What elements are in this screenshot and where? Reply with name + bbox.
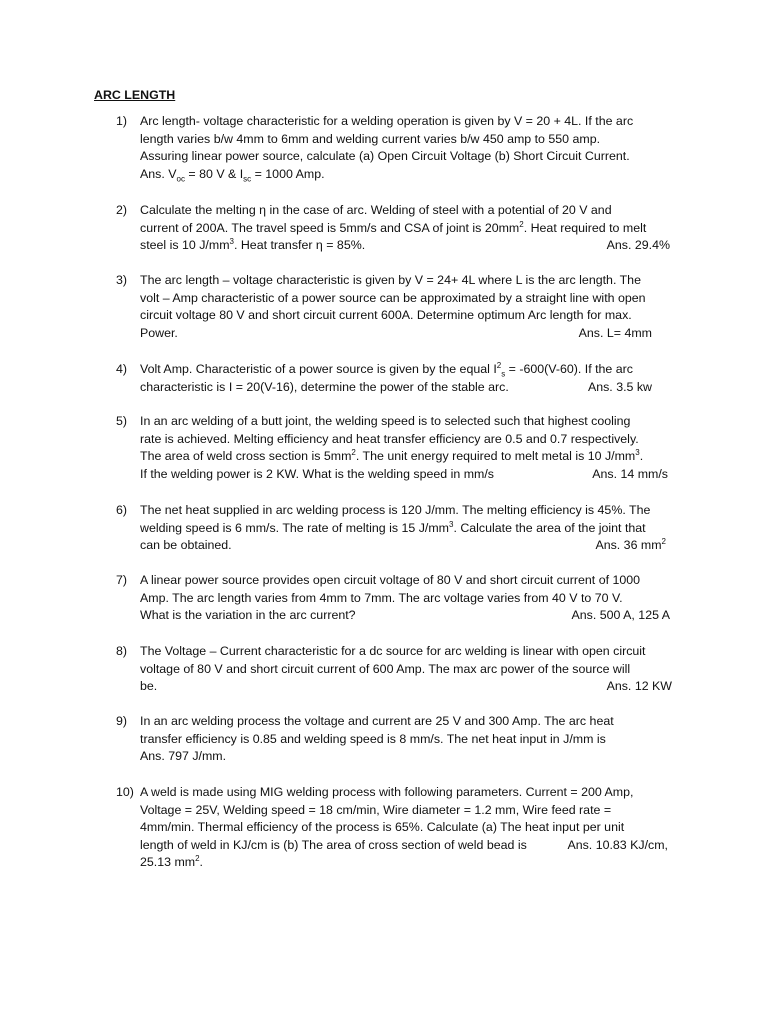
question-line bbox=[140, 325, 676, 343]
answer-text: Ans. L= 4mm bbox=[578, 325, 652, 340]
answer-text: = 80 V & I bbox=[184, 166, 244, 181]
answer-text: Ans. 14 mm/s bbox=[592, 466, 668, 481]
question-text: be. bbox=[140, 679, 158, 693]
answer-line: Ans. 797 J/mm. bbox=[140, 749, 227, 763]
question-line: Voltage = 25V, Welding speed = 18 cm/min, Wire diameter = 1.2 mm, Wire feed rate = bbox=[140, 802, 612, 817]
superscript: 2 bbox=[519, 219, 524, 229]
question-number: 1) bbox=[116, 114, 128, 128]
answer-text: Ans. 10.83 KJ/cm, bbox=[567, 837, 668, 852]
superscript: 2 bbox=[195, 853, 200, 863]
question-text: What is the variation in the arc current? bbox=[140, 608, 356, 622]
question-text: Volt Amp. Characteristic of a power source is given by the equal I bbox=[140, 362, 497, 376]
answer-text: 25.13 mm bbox=[140, 855, 196, 869]
superscript: 2 bbox=[351, 447, 356, 457]
superscript: 2 bbox=[496, 360, 502, 370]
question-text: length of weld in KJ/cm is (b) The area of cross section of weld bead is bbox=[140, 837, 527, 852]
question-number: 6) bbox=[116, 503, 128, 517]
question-line: 4mm/min. Thermal efficiency of the process is 65%. Calculate (a) The heat input per unit bbox=[140, 820, 625, 834]
question-line bbox=[140, 379, 676, 397]
superscript: 2 bbox=[661, 536, 666, 546]
question-line: Assuring linear power source, calculate (a) Open Circuit Voltage (b) Short Circuit Current. bbox=[140, 149, 630, 163]
question-line: Amp. The arc length varies from 4mm to 7mm. The arc voltage varies from 40 V to 70 V. bbox=[140, 590, 623, 605]
question-text: = -600(V-60). If the arc bbox=[505, 362, 633, 376]
question-line: A weld is made using MIG welding process with following parameters. Current = 200 Amp, bbox=[140, 785, 634, 799]
question-line: In an arc welding of a butt joint, the welding speed is to selected such that highest cooling bbox=[140, 414, 631, 428]
question-line bbox=[140, 220, 676, 238]
question-number: 5) bbox=[116, 414, 128, 428]
question-text: . Heat required to melt bbox=[523, 220, 647, 235]
question-line bbox=[140, 837, 676, 855]
answer-text: Ans. 29.4% bbox=[606, 238, 670, 252]
question-line: circuit voltage 80 V and short circuit current 600A. Determine optimum Arc length for max. bbox=[140, 308, 632, 322]
question-line bbox=[140, 520, 676, 538]
answer-text: Ans. V bbox=[140, 166, 177, 181]
question-text: The area of weld cross section is 5mm bbox=[140, 449, 352, 463]
question-line: The Voltage – Current characteristic for a dc source for arc welding is linear with open circuit bbox=[140, 644, 646, 658]
question-line: The net heat supplied in arc welding process is 120 J/mm. The melting efficiency is 45%. The bbox=[140, 503, 651, 517]
question-line bbox=[140, 237, 676, 255]
question-line: The arc length – voltage characteristic is given by V = 24+ 4L where L is the arc length. The bbox=[140, 273, 641, 287]
question-number: 7) bbox=[116, 573, 128, 587]
question-text: . The unit energy required to melt metal is 10 J/mm bbox=[355, 449, 636, 463]
question-line: volt – Amp characteristic of a power source can be approximated by a straight line with open bbox=[140, 290, 646, 305]
answer-text bbox=[595, 537, 666, 555]
answer-text: . bbox=[199, 855, 203, 869]
superscript: 3 bbox=[635, 447, 640, 457]
question-text: can be obtained. bbox=[140, 538, 232, 552]
page-title: ARC LENGTH bbox=[94, 88, 176, 102]
superscript: 3 bbox=[448, 519, 454, 529]
question-line bbox=[140, 466, 676, 484]
question-number: 8) bbox=[116, 644, 128, 658]
answer-text: Ans. 500 A, 125 A bbox=[571, 608, 670, 622]
question-line: voltage of 80 V and short circuit current of 600 Amp. The max arc power of the source will bbox=[140, 661, 631, 676]
question-line: Calculate the melting η in the case of arc. Welding of steel with a potential of 20 V and bbox=[140, 203, 612, 217]
question-line: Arc length- voltage characteristic for a welding operation is given by V = 20 + 4L. If the arc bbox=[140, 114, 634, 128]
answer-text: = 1000 Amp. bbox=[251, 166, 325, 181]
question-number: 2) bbox=[116, 203, 128, 217]
question-text: steel is 10 J/mm bbox=[140, 238, 230, 252]
question-text: . Heat transfer η = 85%. bbox=[233, 238, 366, 252]
question-line: rate is achieved. Melting efficiency and heat transfer efficiency are 0.5 and 0.7 respectively. bbox=[140, 431, 639, 446]
question-line bbox=[140, 607, 676, 625]
answer-text: Ans. 36 mm bbox=[595, 538, 662, 552]
question-number: 4) bbox=[116, 362, 128, 376]
superscript: 3 bbox=[229, 236, 234, 246]
question-text: welding speed is 6 mm/s. The rate of melting is 15 J/mm bbox=[140, 520, 449, 535]
question-text: If the welding power is 2 KW. What is the welding speed in mm/s bbox=[140, 466, 494, 481]
subscript: oc bbox=[176, 173, 185, 183]
answer-text: Ans. 12 KW bbox=[606, 679, 672, 693]
answer-line bbox=[140, 854, 676, 872]
question-text: . bbox=[639, 449, 644, 463]
question-line bbox=[140, 361, 676, 379]
question-number: 10) bbox=[116, 785, 134, 799]
question-text: . Calculate the area of the joint that bbox=[453, 520, 646, 535]
question-line: In an arc welding process the voltage and current are 25 V and 300 Amp. The arc heat bbox=[140, 714, 614, 728]
answer-line bbox=[140, 166, 676, 184]
question-line bbox=[140, 537, 676, 555]
subscript: s bbox=[501, 369, 506, 379]
question-line: length varies b/w 4mm to 6mm and welding current varies b/w 450 amp to 550 amp. bbox=[140, 131, 601, 146]
subscript: sc bbox=[243, 173, 252, 183]
question-text: Power. bbox=[140, 325, 178, 340]
answer-text: Ans. 3.5 kw bbox=[587, 379, 652, 394]
question-text: characteristic is I = 20(V-16), determine the power of the stable arc. bbox=[140, 379, 509, 394]
question-line bbox=[140, 678, 676, 696]
question-number: 9) bbox=[116, 714, 128, 728]
question-line bbox=[140, 448, 676, 466]
question-line: transfer efficiency is 0.85 and welding speed is 8 mm/s. The net heat input in J/mm is bbox=[140, 731, 606, 746]
question-text: current of 200A. The travel speed is 5mm/s and CSA of joint is 20mm bbox=[140, 220, 520, 235]
question-line: A linear power source provides open circuit voltage of 80 V and short circuit current of 1000 bbox=[140, 573, 641, 587]
question-number: 3) bbox=[116, 273, 128, 287]
